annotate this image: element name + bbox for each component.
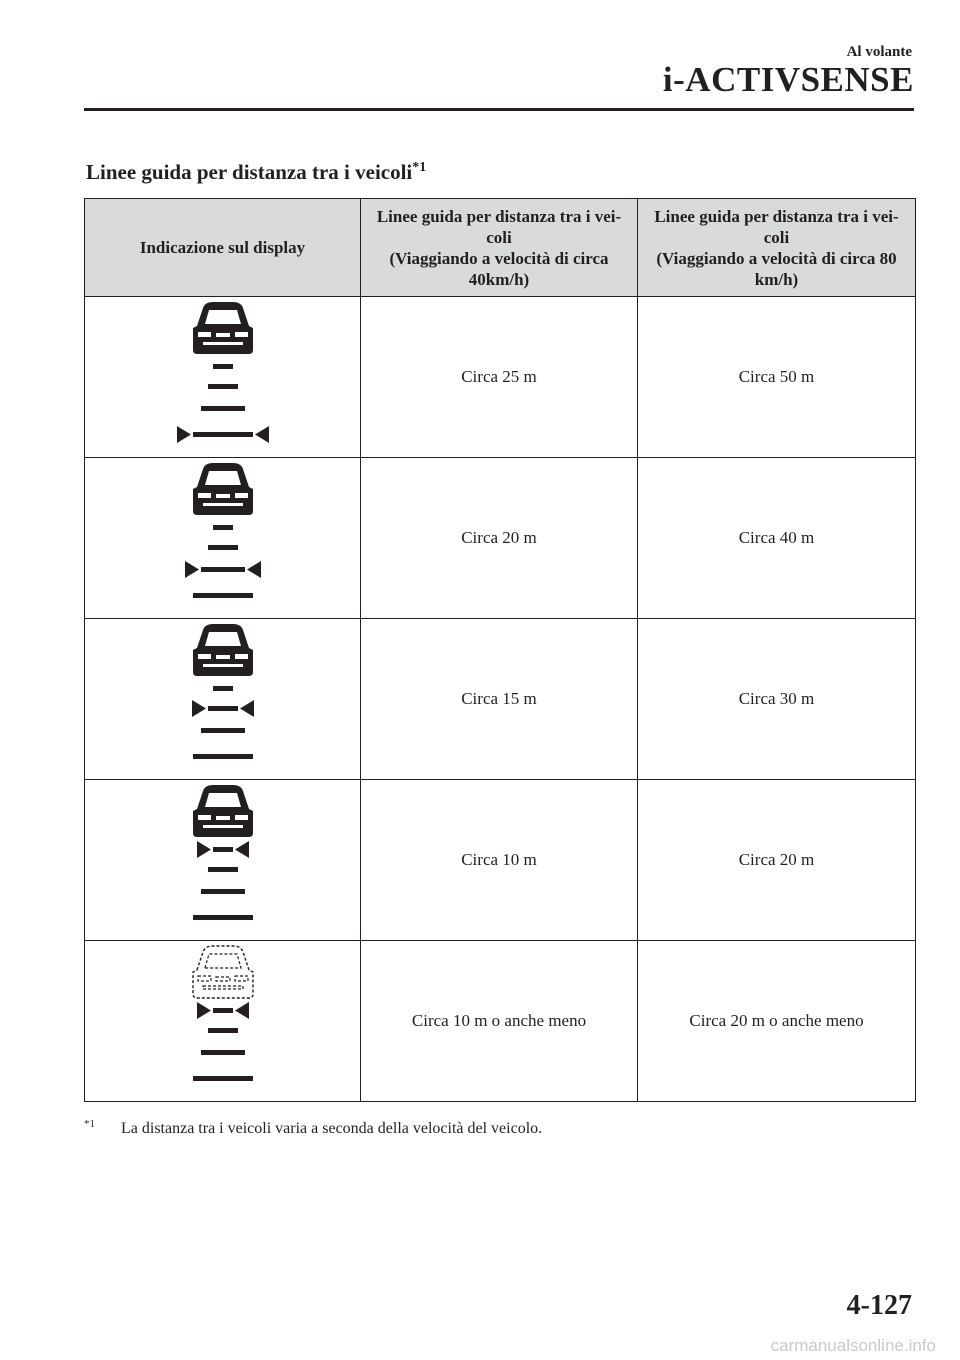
footnote-text: La distanza tra i veicoli varia a seconda della velocità del veicolo.: [121, 1120, 543, 1138]
distance-80-cell: Circa 20 m: [638, 780, 916, 941]
header-title: i-ACTIVSENSE: [662, 60, 914, 99]
header-text: Linee guida per distanza tra i vei- coli (Viaggiando a velocità di circa 80 km/h): [654, 206, 899, 289]
table-row: [85, 297, 916, 458]
distance-80-cell: Circa 40 m: [638, 458, 916, 619]
display-indication-cell: [85, 297, 361, 458]
distance-guide-table: [84, 198, 916, 1102]
watermark: carmanualsonline.info: [770, 1336, 936, 1355]
distance-80-cell: Circa 30 m: [638, 619, 916, 780]
distance-40-cell: Circa 25 m: [361, 297, 638, 458]
section-title-text: Linee guida per distanza tra i veicoli: [86, 160, 413, 184]
distance-level-1-icon: [148, 783, 298, 933]
footnote-mark: *1: [84, 1118, 95, 1130]
table-row: [85, 780, 916, 941]
footnote: [84, 1118, 542, 1138]
distance-80-cell: Circa 50 m: [638, 297, 916, 458]
section-title: [86, 160, 426, 185]
header-display-indication: [85, 199, 361, 297]
distance-80-cell: Circa 20 m o anche meno: [638, 941, 916, 1102]
distance-40-cell: Circa 10 m: [361, 780, 638, 941]
header-text: Indicazione sul display: [139, 238, 306, 257]
header-text: Linee guida per distanza tra i vei- coli (Viaggiando a velocità di circa 40km/h): [376, 206, 622, 289]
display-indication-cell: [85, 619, 361, 780]
distance-level-3-icon: [148, 461, 298, 611]
page-number: 4-127: [846, 1290, 912, 1321]
display-indication-cell: [85, 780, 361, 941]
header-distance-80: [638, 199, 916, 297]
distance-40-cell: Circa 15 m: [361, 619, 638, 780]
distance-40-cell: Circa 10 m o anche meno: [361, 941, 638, 1102]
header-section-label: Al volante: [846, 44, 912, 60]
distance-40-cell: Circa 20 m: [361, 458, 638, 619]
table-header-row: [85, 199, 916, 297]
display-indication-cell: [85, 458, 361, 619]
table-row: [85, 941, 916, 1102]
table-row: [85, 458, 916, 619]
header-rule: [84, 108, 914, 111]
footnote-reference: *1: [412, 160, 427, 175]
distance-level-4-icon: [148, 300, 298, 450]
table-row: [85, 619, 916, 780]
distance-level-1-dashed-icon: [148, 944, 298, 1094]
display-indication-cell: [85, 941, 361, 1102]
distance-level-2-icon: [148, 622, 298, 772]
header-distance-40: [361, 199, 638, 297]
